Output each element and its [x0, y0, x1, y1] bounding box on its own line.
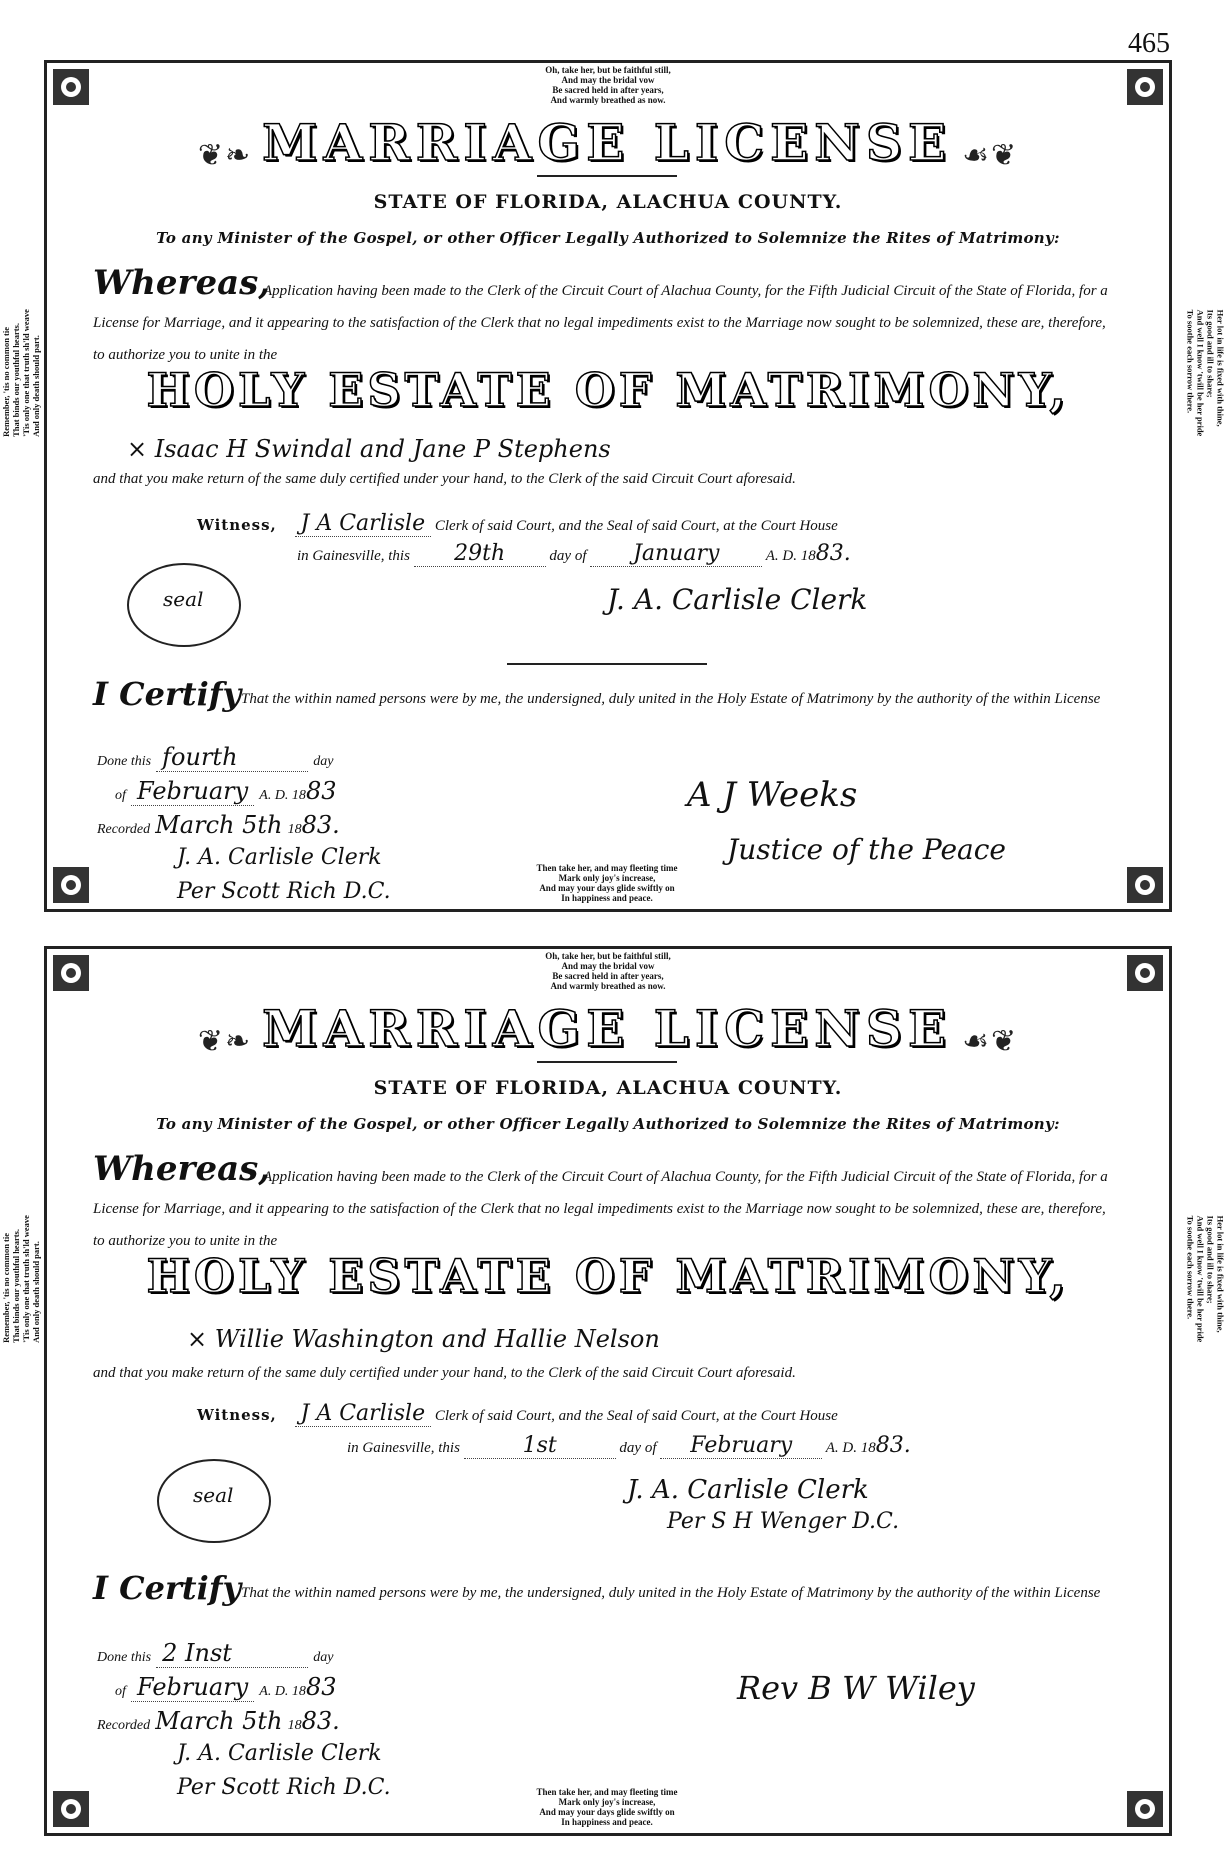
- issue-day: 1st: [464, 1433, 616, 1459]
- seal-stamp: seal: [127, 563, 241, 647]
- issue-year: 83.: [815, 541, 851, 566]
- issue-date: in Gainesville, this 1st day of February A. D. 1883.: [347, 1433, 911, 1458]
- marriage-license-2: [0, 946, 1226, 1836]
- whereas-heading: Whereas,: [93, 1149, 271, 1189]
- scroll-ornament-icon: ☙❦: [962, 138, 1019, 173]
- license-title: ❦❧ MARRIAGE LICENSE ☙❦: [197, 113, 1019, 173]
- side-verse-left: Remember, 'tis no common tie That binds our youthful hearts. 'Tis only one that truth sh'ld weave And only death should part.: [0, 309, 41, 437]
- addressee-line: To any Minister of the Gospel, or other Officer Legally Authorized to Solemnize the Rites of Matrimony:: [156, 1115, 1060, 1133]
- recording-deputy: Per Scott Rich D.C.: [177, 1775, 391, 1800]
- done-month: February: [131, 1673, 254, 1702]
- officiant-title: Justice of the Peace: [727, 833, 1006, 866]
- witness-signature: J A Carlisle: [295, 511, 432, 537]
- corner-ornament-icon: [1125, 1789, 1165, 1829]
- done-block: Done this 2 Inst day of February A. D. 1883 Recorded March 5th 1883. J. A. Carlisle Clerk Per Scott Rich D.C.: [97, 1639, 457, 1809]
- whereas-heading: Whereas,: [93, 263, 271, 303]
- recorded-month: March 5th: [155, 811, 283, 839]
- whereas-text: Application having been made to the Clerk of the Circuit Court of Alachua County, for the Fifth Judicial Circuit of the State of Florida, for a License for Marriage, and it appearing to the satisfaction of the Clerk that no legal impediments exist to the Marriage now sought to be solemnized, these are, therefore, to authorize you to unite in the: [93, 1169, 1108, 1249]
- return-text: and that you make return of the same duly certified under your hand, to the Clerk of the said Circuit Court aforesaid.: [93, 1365, 796, 1381]
- side-verse-left: Remember, 'tis no common tie That binds our youthful hearts. 'Tis only one that truth sh'ld weave And only death should part.: [0, 1215, 41, 1343]
- whereas-text: Application having been made to the Clerk of the Circuit Court of Alachua County, for the Fifth Judicial Circuit of the State of Florida, for a License for Marriage, and it appearing to the satisfaction of the Clerk that no legal impediments exist to the Marriage now sought to be solemnized, these are, therefore, to authorize you to unite in the: [93, 283, 1108, 363]
- corner-ornament-icon: [1125, 865, 1165, 905]
- corner-ornament-icon: [51, 1789, 91, 1829]
- recording-clerk: J. A. Carlisle Clerk: [177, 1741, 382, 1766]
- officiant-signature: Rev B W Wiley: [737, 1669, 975, 1707]
- return-text: and that you make return of the same duly certified under your hand, to the Clerk of the said Circuit Court aforesaid.: [93, 471, 796, 487]
- couple-names: × Isaac H Swindal and Jane P Stephens: [127, 435, 611, 463]
- issue-date: in Gainesville, this 29th day of January A. D. 1883.: [297, 541, 851, 566]
- certify-heading: I Certify: [93, 675, 242, 713]
- witness-line: Witness, J A Carlisle Clerk of said Court, and the Seal of said Court, at the Court House: [197, 1401, 838, 1426]
- issue-day: 29th: [414, 541, 546, 567]
- seal-stamp: seal: [157, 1459, 271, 1543]
- state-heading: STATE OF FLORIDA, ALACHUA COUNTY.: [373, 1077, 843, 1099]
- clerk-deputy-signature: Per S H Wenger D.C.: [667, 1509, 900, 1534]
- issue-month: January: [590, 541, 762, 567]
- scroll-ornament-icon: ☙❦: [962, 1024, 1019, 1059]
- done-month: February: [131, 777, 254, 806]
- divider: [507, 663, 707, 665]
- poem-top: Oh, take her, but be faithful still, And may the bridal vow Be sacred held in after years, And warmly breathed as now.: [545, 951, 671, 991]
- scroll-ornament-icon: ❦❧: [197, 138, 253, 173]
- recorded-month: March 5th: [155, 1707, 283, 1735]
- side-verse-right: Her lot in life is fixed with thine, Its good and ill to share; And well I know 'twill be her pride To soothe each sorrow there.: [1185, 1215, 1226, 1343]
- recording-clerk: J. A. Carlisle Clerk: [177, 845, 382, 870]
- clerk-signature: J. A. Carlisle Clerk: [627, 1475, 869, 1505]
- recorded-year: 83.: [301, 1707, 340, 1735]
- done-year: 83: [305, 1673, 337, 1701]
- marriage-license-1: [0, 60, 1226, 912]
- certify-text: That the within named persons were by me, the undersigned, duly united in the Holy Estate of Matrimony by the authority of the within License: [241, 691, 1101, 707]
- witness-signature: J A Carlisle: [295, 1401, 432, 1427]
- page-number: 465: [1128, 28, 1170, 59]
- poem-top: Oh, take her, but be faithful still, And may the bridal vow Be sacred held in after years, And warmly breathed as now.: [545, 65, 671, 105]
- clerk-signature: J. A. Carlisle Clerk: [607, 583, 868, 616]
- done-day: 2 Inst: [156, 1639, 308, 1668]
- poem-bottom: Then take her, and may fleeting time Mark only joy's increase, And may your days glide swiftly on In happiness and peace.: [536, 863, 678, 903]
- corner-ornament-icon: [51, 865, 91, 905]
- certify-text: That the within named persons were by me, the undersigned, duly united in the Holy Estate of Matrimony by the authority of the within License: [241, 1585, 1101, 1601]
- recorded-year: 83.: [301, 811, 340, 839]
- divider: [537, 1061, 677, 1063]
- license-title: ❦❧ MARRIAGE LICENSE ☙❦: [197, 999, 1019, 1059]
- side-verse-right: Her lot in life is fixed with thine, Its good and ill to share; And well I know 'twill be her pride To soothe each sorrow there.: [1185, 309, 1226, 437]
- state-heading: STATE OF FLORIDA, ALACHUA COUNTY.: [373, 191, 843, 213]
- addressee-line: To any Minister of the Gospel, or other Officer Legally Authorized to Solemnize the Rites of Matrimony:: [156, 229, 1060, 247]
- holy-estate-heading: HOLY ESTATE OF MATRIMONY,: [146, 1249, 1070, 1303]
- officiant-signature: A J Weeks: [687, 775, 858, 815]
- couple-names: × Willie Washington and Hallie Nelson: [187, 1325, 660, 1353]
- divider: [537, 175, 677, 177]
- scroll-ornament-icon: ❦❧: [197, 1024, 253, 1059]
- done-block: Done this fourth day of February A. D. 1883 Recorded March 5th 1883. J. A. Carlisle Clerk Per Scott Rich D.C.: [97, 743, 457, 913]
- recording-deputy: Per Scott Rich D.C.: [177, 879, 391, 904]
- done-day: fourth: [156, 743, 308, 772]
- witness-line: Witness, J A Carlisle Clerk of said Court, and the Seal of said Court, at the Court House: [197, 511, 838, 536]
- issue-month: February: [660, 1433, 822, 1459]
- holy-estate-heading: HOLY ESTATE OF MATRIMONY,: [146, 363, 1070, 417]
- poem-bottom: Then take her, and may fleeting time Mark only joy's increase, And may your days glide swiftly on In happiness and peace.: [536, 1787, 678, 1827]
- issue-year: 83.: [875, 1433, 911, 1458]
- done-year: 83: [305, 777, 337, 805]
- certify-heading: I Certify: [93, 1569, 242, 1607]
